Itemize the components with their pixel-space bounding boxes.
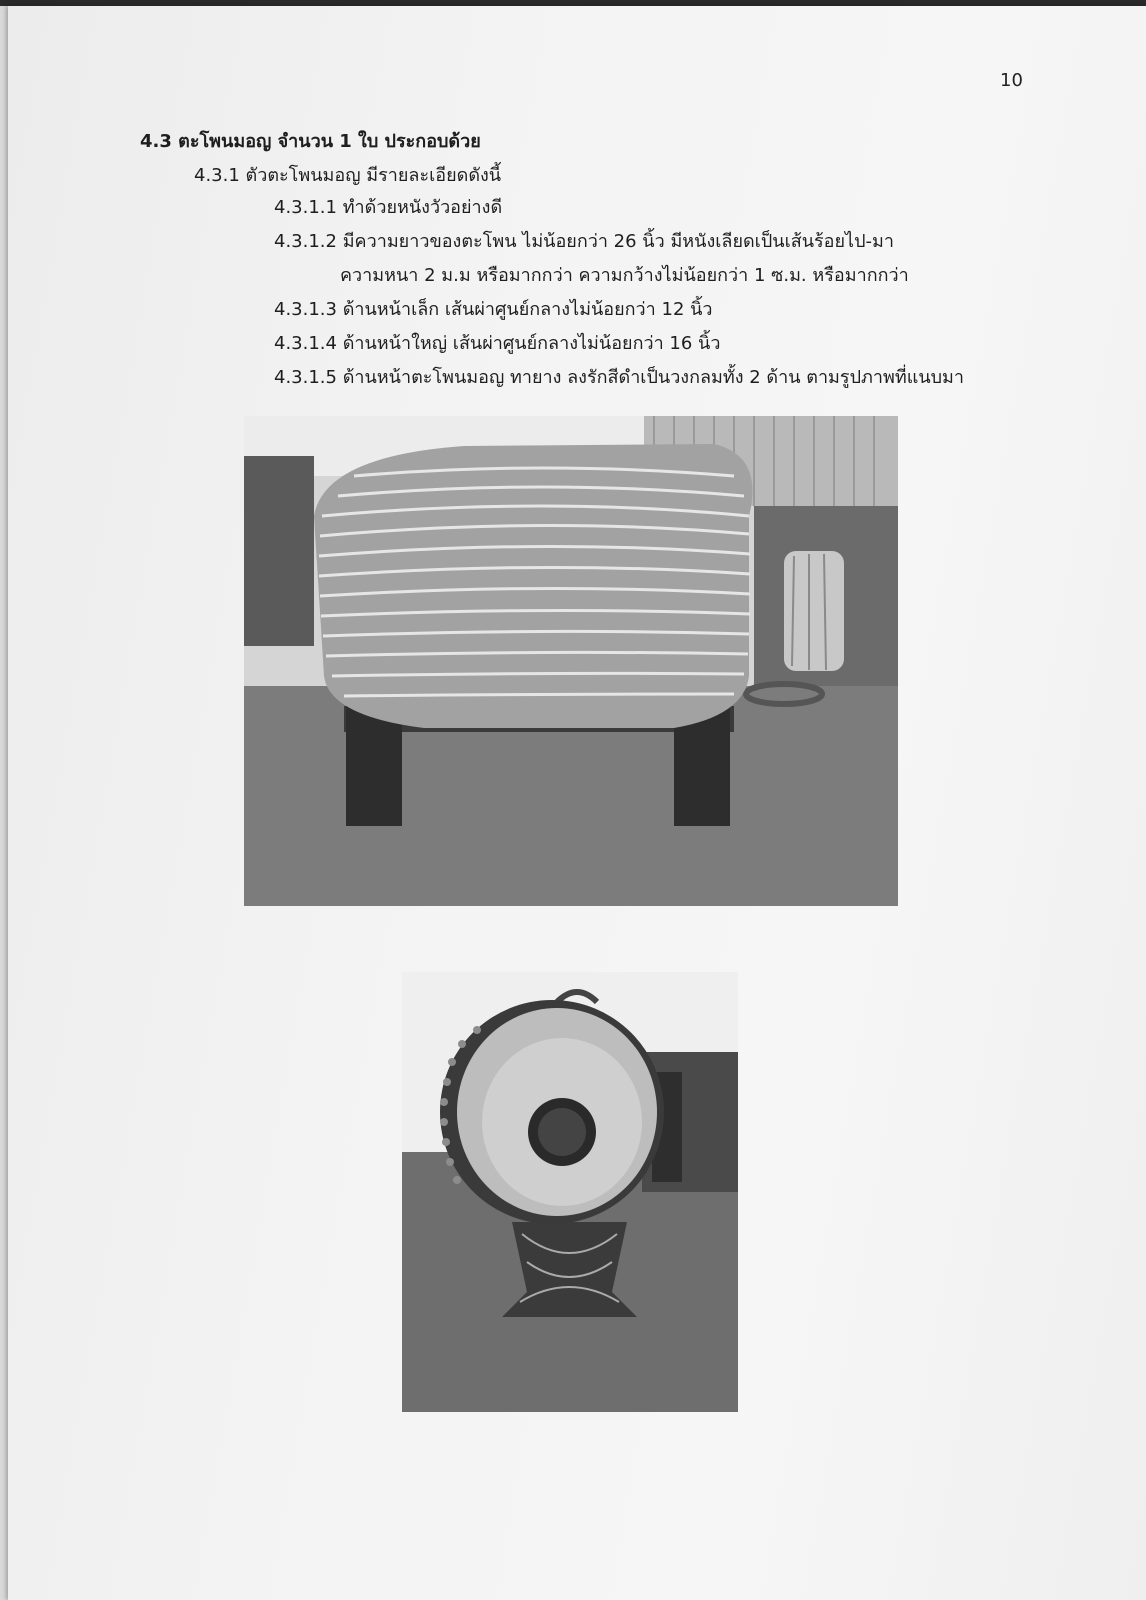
drum-face-view-photo — [402, 972, 738, 1412]
list-item: 4.3.1.3 ด้านหน้าเล็ก เส้นผ่าศูนย์กลางไม่น้อยกว่า 12 นิ้ว — [274, 299, 713, 320]
list-item-continuation: ความหนา 2 ม.ม หรือมากกว่า ความกว้างไม่น้อยกว่า 1 ซ.ม. หรือมากกว่า — [340, 265, 909, 286]
drum-face-photo — [402, 972, 738, 1412]
list-item: 4.3.1.2 มีความยาวของตะโพน ไม่น้อยกว่า 26 นิ้ว มีหนังเลียดเป็นเส้นร้อยไป-มา — [274, 231, 894, 252]
page-number: 10 — [1000, 70, 1023, 91]
document-page — [8, 6, 1146, 1600]
subsection-heading: 4.3.1 ตัวตะโพนมอญ มีรายละเอียดดังนี้ — [194, 165, 502, 186]
section-heading: 4.3 ตะโพนมอญ จำนวน 1 ใบ ประกอบด้วย — [140, 131, 481, 152]
list-item: 4.3.1.4 ด้านหน้าใหญ่ เส้นผ่าศูนย์กลางไม่น้อยกว่า 16 นิ้ว — [274, 333, 721, 354]
list-item: 4.3.1.1 ทำด้วยหนังวัวอย่างดี — [274, 197, 503, 218]
drum-side-photo — [244, 416, 898, 906]
drum-side-view-photo — [244, 416, 898, 906]
list-item: 4.3.1.5 ด้านหน้าตะโพนมอญ ทายาง ลงรักสีดำเป็นวงกลมทั้ง 2 ด้าน ตามรูปภาพที่แนบมา — [274, 367, 965, 388]
